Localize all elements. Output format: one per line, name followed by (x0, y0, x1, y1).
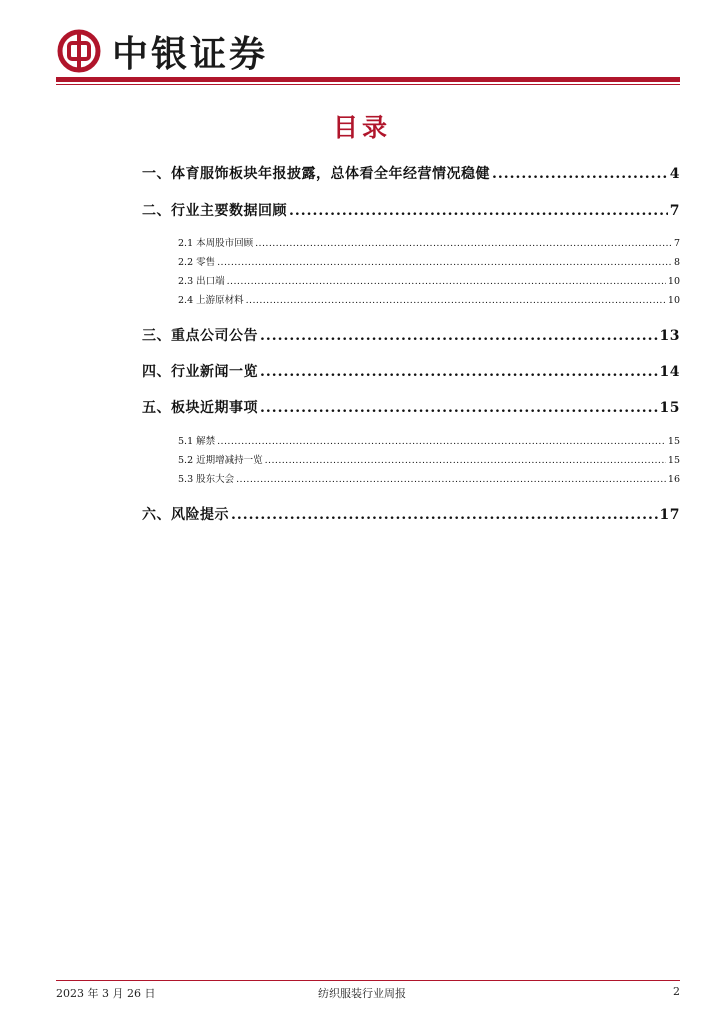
toc-entry-5-3[interactable] (178, 471, 680, 485)
toc-entry-text: 一、体育服饰板块年报披露，总体看全年经营情况稳健 (142, 166, 490, 182)
toc-entry-5[interactable] (142, 397, 680, 417)
toc-leader-dots (289, 203, 668, 219)
toc-entry-page: 10 (667, 276, 680, 287)
toc-entry-page: 4 (669, 166, 680, 182)
toc-leader-dots (260, 364, 658, 380)
footer-date: 2023 年 3 月 26 日 (56, 987, 156, 1000)
toc-entry-text: 2.4 上游原材料 (178, 295, 244, 306)
toc-entry-text: 二、行业主要数据回顾 (142, 203, 287, 219)
header-rule (56, 77, 680, 82)
toc-entry-3[interactable] (142, 325, 680, 345)
toc-entry-text: 四、行业新闻一览 (142, 364, 258, 380)
toc-leader-dots (492, 166, 668, 182)
toc-entry-2-1[interactable] (178, 235, 680, 249)
footer-page-number: 2 (673, 985, 680, 998)
toc-leader-dots (265, 455, 666, 466)
toc-entry-5-2[interactable] (178, 452, 680, 466)
footer-report-name: 纺织服装行业周报 (318, 987, 406, 1000)
toc-entry-2-3[interactable] (178, 273, 680, 287)
toc-entry-text: 2.1 本周股市回顾 (178, 238, 254, 249)
toc-entry-5-1[interactable] (178, 433, 680, 447)
toc-entry-page: 13 (659, 328, 680, 344)
toc-entry-4[interactable] (142, 361, 680, 381)
toc-entry-2-4[interactable] (178, 292, 680, 306)
toc-entry-text: 六、风险提示 (142, 507, 229, 523)
toc-leader-dots (231, 507, 658, 523)
toc-entry-2-2[interactable] (178, 254, 680, 268)
toc-entry-page: 10 (667, 295, 680, 306)
toc-entry-page: 15 (667, 436, 680, 447)
toc-entry-text: 5.1 解禁 (178, 436, 216, 447)
toc-entry-text: 2.3 出口端 (178, 276, 225, 287)
toc-leader-dots (236, 474, 666, 485)
toc-entry-page: 17 (659, 507, 680, 523)
header-rule-thin (56, 84, 680, 85)
toc-entry-6[interactable] (142, 504, 680, 524)
brand-name: 中银证券 (112, 33, 269, 75)
bank-of-china-logo-icon (56, 28, 102, 74)
toc-leader-dots (227, 276, 666, 287)
header (56, 26, 268, 76)
toc-title: 目录 (332, 113, 391, 142)
toc-entry-page: 15 (667, 455, 680, 466)
toc-leader-dots (217, 436, 666, 447)
toc-entry-page: 16 (667, 474, 680, 485)
toc-entry-page: 14 (659, 364, 680, 380)
toc-entry-text: 5.2 近期增减持一览 (178, 455, 263, 466)
toc-entry-1[interactable] (142, 163, 680, 183)
toc-leader-dots (217, 257, 672, 268)
toc-entry-page: 7 (669, 203, 680, 219)
toc-leader-dots (260, 400, 658, 416)
toc-entry-page: 15 (659, 400, 680, 416)
toc-leader-dots (246, 295, 666, 306)
toc-entry-text: 5.3 股东大会 (178, 474, 235, 485)
toc-entry-page: 8 (673, 257, 680, 268)
toc-entry-text: 三、重点公司公告 (142, 328, 258, 344)
toc-entry-text: 五、板块近期事项 (142, 400, 258, 416)
toc-entry-page: 7 (673, 238, 680, 249)
toc-entry-text: 2.2 零售 (178, 257, 216, 268)
toc-entry-2[interactable] (142, 200, 680, 220)
toc-leader-dots (260, 328, 658, 344)
footer-rule (56, 980, 680, 981)
toc-leader-dots (255, 238, 672, 249)
